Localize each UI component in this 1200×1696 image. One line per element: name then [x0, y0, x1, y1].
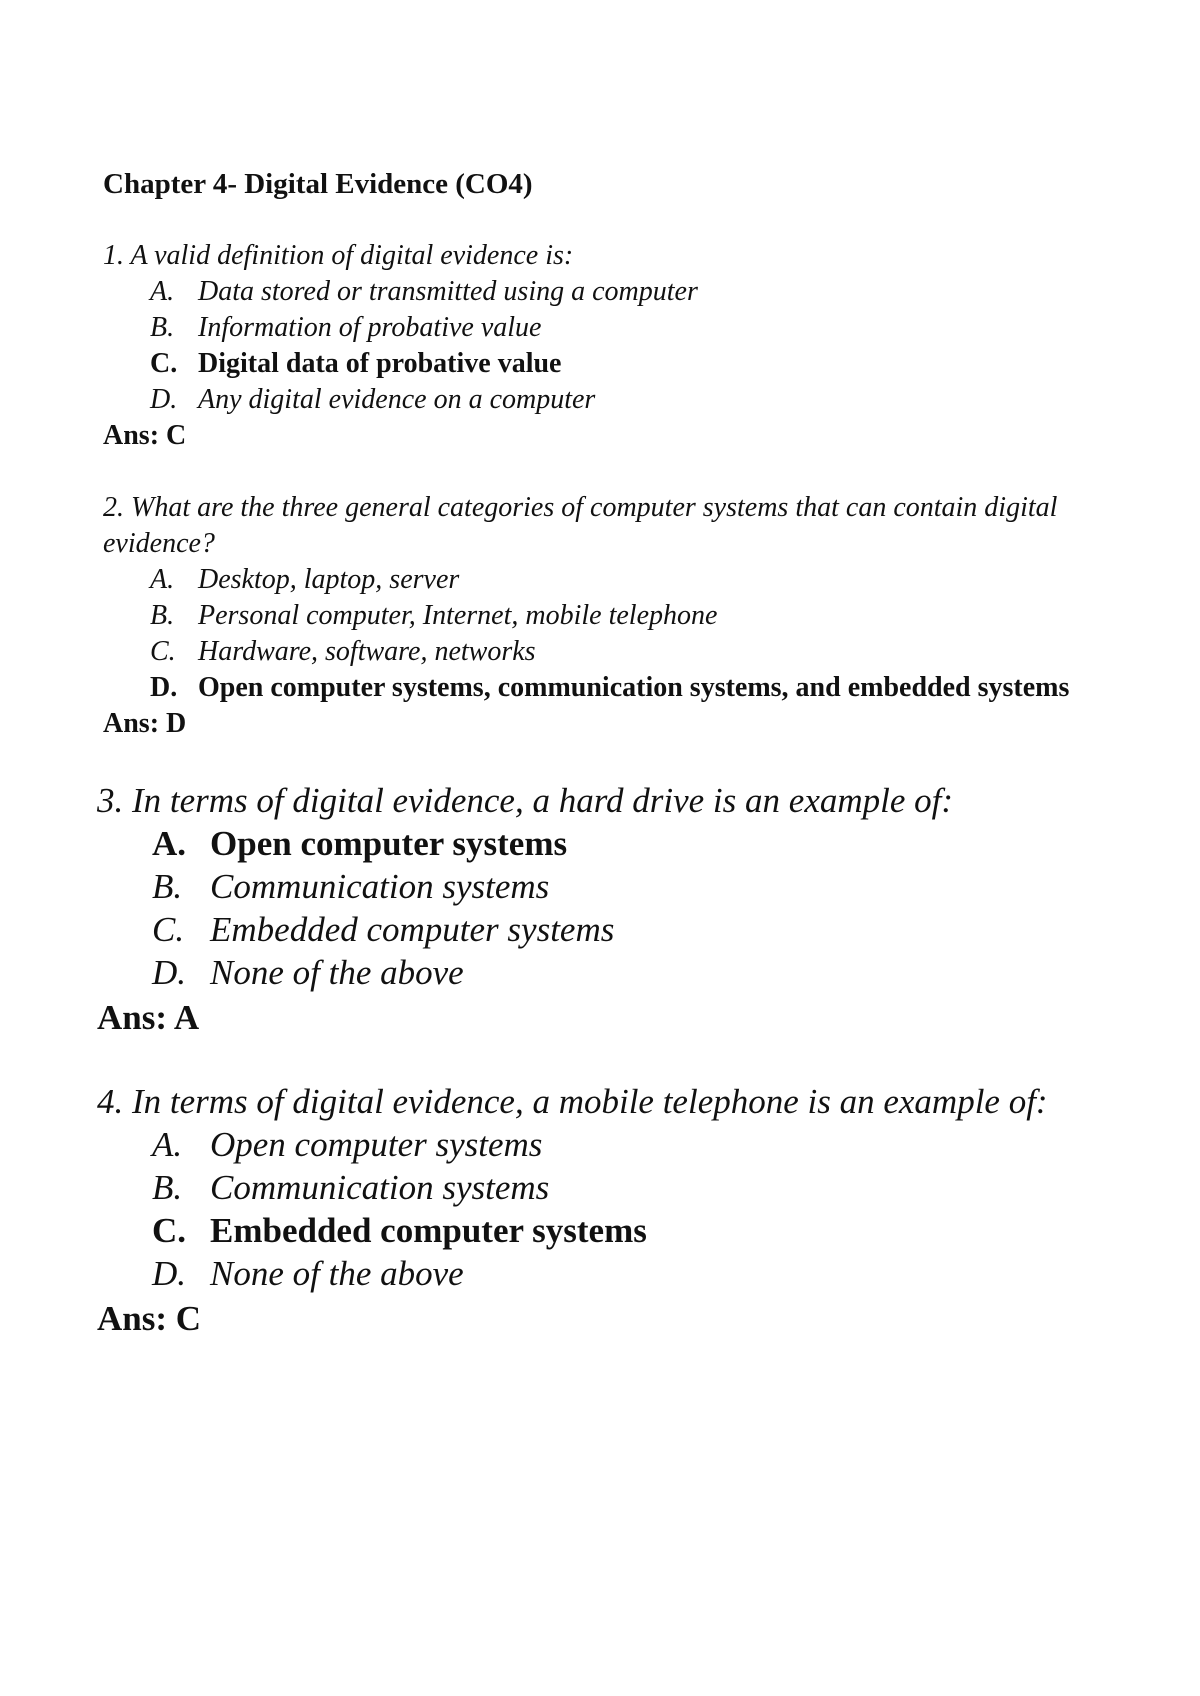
option-letter: D. [152, 1254, 187, 1293]
option-letter: B. [152, 867, 183, 906]
option-text: None of the above [210, 953, 464, 992]
option-text: Embedded computer systems [210, 910, 615, 949]
question-3-answer: Ans: A [97, 998, 200, 1037]
option-text: Communication systems [210, 867, 550, 906]
option-letter: A. [150, 564, 175, 595]
question-2-prompt-continued: evidence? [103, 528, 215, 559]
question-2-option-a [150, 562, 459, 598]
option-letter: C. [152, 910, 185, 949]
question-4-option-c-correct [152, 1209, 647, 1252]
question-1-option-d [150, 382, 595, 418]
question-3-option-a-correct [152, 822, 567, 865]
option-letter: D. [150, 672, 178, 703]
question-4-option-b [152, 1166, 549, 1209]
option-text: Information of probative value [198, 312, 542, 343]
option-letter: C. [152, 1211, 187, 1250]
option-text: Digital data of probative value [198, 348, 562, 379]
question-4-answer: Ans: C [97, 1299, 202, 1338]
question-3-prompt: 3. In terms of digital evidence, a hard drive is an example of: [97, 781, 954, 820]
option-text: None of the above [210, 1254, 464, 1293]
question-3-option-c [152, 908, 614, 951]
option-text: Communication systems [210, 1168, 550, 1207]
question-1-answer: Ans: C [103, 420, 187, 451]
question-4-prompt: 4. In terms of digital evidence, a mobile telephone is an example of: [97, 1082, 1048, 1121]
option-text: Open computer systems [210, 824, 568, 863]
option-text: Open computer systems, communication systems, and embedded systems [198, 672, 1070, 703]
option-text: Embedded computer systems [210, 1211, 647, 1250]
option-letter: B. [150, 600, 175, 631]
option-text: Desktop, laptop, server [198, 564, 460, 595]
question-1-prompt: 1. A valid definition of digital evidence is: [103, 240, 574, 271]
question-1-option-b [150, 310, 541, 346]
question-2-option-d-correct [150, 670, 1069, 706]
question-3-option-d [152, 951, 464, 994]
option-text: Any digital evidence on a computer [198, 384, 596, 415]
question-4-option-a [152, 1123, 542, 1166]
option-text: Hardware, software, networks [198, 636, 536, 667]
option-letter: A. [152, 824, 187, 863]
option-letter: C. [150, 348, 178, 379]
option-text: Open computer systems [210, 1125, 543, 1164]
option-letter: B. [152, 1168, 183, 1207]
option-letter: D. [150, 384, 178, 415]
question-2-prompt: 2. What are the three general categories of computer systems that can contain digital [103, 492, 1058, 523]
option-letter: A. [152, 1125, 183, 1164]
question-2-option-b [150, 598, 717, 634]
question-4-option-d [152, 1252, 464, 1295]
question-1-option-a [150, 274, 698, 310]
question-3-option-b [152, 865, 549, 908]
option-text: Data stored or transmitted using a computer [198, 276, 698, 307]
option-letter: A. [150, 276, 175, 307]
question-2-option-c [150, 634, 536, 670]
question-2-answer: Ans: D [103, 708, 187, 739]
chapter-title: Chapter 4- Digital Evidence (CO4) [103, 168, 533, 200]
option-text: Personal computer, Internet, mobile telephone [198, 600, 718, 631]
option-letter: D. [152, 953, 187, 992]
question-1-option-c-correct [150, 346, 561, 382]
option-letter: C. [150, 636, 176, 667]
option-letter: B. [150, 312, 175, 343]
